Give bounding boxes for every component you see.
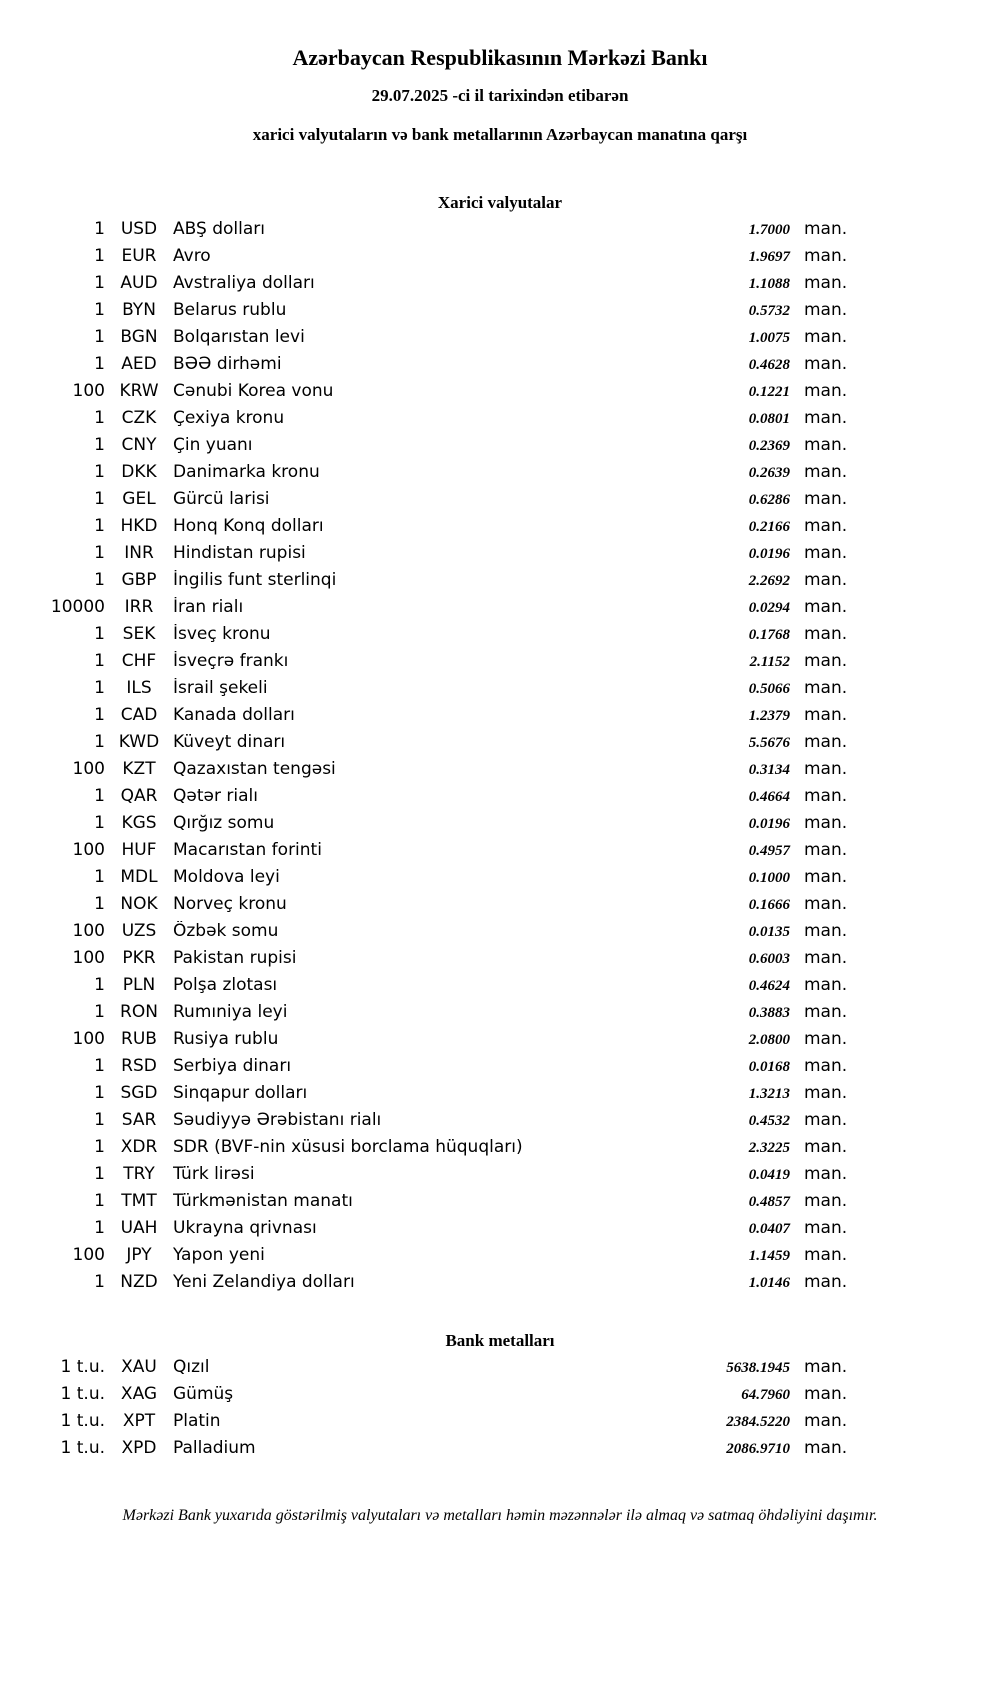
currency-code: NZD [120, 1272, 158, 1292]
currency-rate: 0.2369 [748, 438, 790, 454]
currency-quantity: 100 [72, 381, 105, 401]
currency-code: UAH [120, 1218, 158, 1238]
currency-rate: 1.1459 [748, 1248, 790, 1264]
currency-rate: 2.1152 [749, 654, 790, 670]
currency-row [0, 219, 862, 246]
currency-rate: 0.3134 [748, 762, 790, 778]
currency-unit: man. [804, 543, 848, 563]
currency-quantity: 1 [94, 300, 105, 320]
currency-unit: man. [804, 273, 848, 293]
currency-code: XDR [120, 1137, 158, 1157]
currency-row [0, 975, 862, 1002]
currency-name: ABŞ dolları [173, 219, 265, 239]
currencies-table [0, 219, 862, 1299]
currency-row [0, 840, 862, 867]
currency-unit: man. [804, 381, 848, 401]
currency-name: Özbək somu [173, 921, 279, 941]
currency-rate: 0.1768 [748, 627, 790, 643]
currency-code: BGN [120, 327, 158, 347]
currency-rate: 0.0407 [748, 1221, 790, 1237]
currency-quantity: 1 [94, 651, 105, 671]
currency-unit: man. [804, 705, 848, 725]
currency-rate: 1.2379 [748, 708, 790, 724]
currency-rate: 0.2166 [748, 519, 790, 535]
currency-code: EUR [121, 246, 157, 266]
currency-code: IRR [124, 597, 154, 617]
currency-unit: man. [804, 219, 848, 239]
currency-quantity: 1 [94, 786, 105, 806]
metal-name: Gümüş [173, 1384, 234, 1404]
currency-rate: 0.4628 [748, 357, 790, 373]
currency-rate: 1.3213 [748, 1086, 790, 1102]
currency-name: Gürcü larisi [173, 489, 270, 509]
currency-row [0, 651, 862, 678]
currency-quantity: 1 [94, 570, 105, 590]
currency-unit: man. [804, 1191, 848, 1211]
currency-unit: man. [804, 786, 848, 806]
currency-quantity: 100 [72, 1245, 105, 1265]
currency-row [0, 543, 862, 570]
currency-unit: man. [804, 354, 848, 374]
currency-name: Çexiya kronu [173, 408, 285, 428]
currency-unit: man. [804, 1029, 848, 1049]
currency-row [0, 1002, 862, 1029]
currency-rate: 1.9697 [748, 249, 790, 265]
currency-name: Bolqarıstan levi [173, 327, 305, 347]
currency-code: KGS [121, 813, 157, 833]
currency-name: Yapon yeni [173, 1245, 265, 1265]
currency-name: İran rialı [173, 597, 244, 617]
currency-code: RSD [121, 1056, 157, 1076]
currency-name: Avro [173, 246, 211, 266]
currency-quantity: 1 [94, 408, 105, 428]
currency-rate: 0.6003 [748, 951, 790, 967]
currency-name: SDR (BVF-nin xüsusi borclama hüquqları) [173, 1137, 523, 1157]
currencies-section-title: Xarici valyutalar [437, 193, 563, 212]
currency-name: İsrail şekeli [173, 678, 268, 698]
currency-code: KRW [119, 381, 159, 401]
currency-unit: man. [804, 624, 848, 644]
currency-unit: man. [804, 1002, 848, 1022]
currency-code: GEL [122, 489, 156, 509]
currency-unit: man. [804, 1272, 848, 1292]
currency-name: İsveç kronu [173, 624, 271, 644]
currency-code: INR [124, 543, 154, 563]
currency-code: NOK [120, 894, 158, 914]
currency-rate: 0.5732 [748, 303, 790, 319]
metal-code: XPT [122, 1411, 156, 1431]
currency-unit: man. [804, 1110, 848, 1130]
currency-unit: man. [804, 597, 848, 617]
currency-rate: 0.1221 [748, 384, 790, 400]
currency-name: Qazaxıstan tengəsi [173, 759, 336, 779]
currency-unit: man. [804, 867, 848, 887]
currency-name: Belarus rublu [173, 300, 287, 320]
currency-quantity: 1 [94, 246, 105, 266]
currency-rate: 0.1000 [748, 870, 790, 886]
currency-unit: man. [804, 516, 848, 536]
metal-rate: 64.7960 [741, 1387, 790, 1403]
effective-date: 29.07.2025 -ci il tarixindən etibarən [371, 86, 629, 105]
currency-row [0, 705, 862, 732]
currency-quantity: 1 [94, 1191, 105, 1211]
currency-code: PLN [122, 975, 156, 995]
currency-quantity: 1 [94, 1218, 105, 1238]
metals-table [0, 1357, 862, 1465]
currency-quantity: 100 [72, 759, 105, 779]
metal-quantity: 1 t.u. [60, 1357, 105, 1377]
currency-row [0, 1218, 862, 1245]
currency-rate: 2.3225 [748, 1140, 790, 1156]
currency-row [0, 1137, 862, 1164]
currency-rate: 0.1666 [748, 897, 790, 913]
currency-name: Yeni Zelandiya dolları [173, 1272, 355, 1292]
currency-row [0, 1272, 862, 1299]
currency-code: SAR [121, 1110, 157, 1130]
obligation-disclaimer: Mərkəzi Bank yuxarıda göstərilmiş valyutaları və metalları həmin məzənnələr ilə almaq və satmaq öhdəliyini daşımır. [122, 1507, 878, 1524]
currency-quantity: 1 [94, 489, 105, 509]
currency-rate: 0.3883 [748, 1005, 790, 1021]
currency-unit: man. [804, 570, 848, 590]
metal-unit: man. [804, 1357, 848, 1377]
currency-row [0, 1029, 862, 1056]
currency-code: HKD [120, 516, 158, 536]
metal-code: XAG [120, 1384, 158, 1404]
currency-unit: man. [804, 894, 848, 914]
currency-code: RON [120, 1002, 158, 1022]
currency-rate: 1.0146 [748, 1275, 790, 1291]
currency-name: Danimarka kronu [173, 462, 320, 482]
currency-code: CHF [121, 651, 157, 671]
currency-rate: 0.0196 [748, 816, 790, 832]
currency-code: MDL [120, 867, 158, 887]
currency-unit: man. [804, 813, 848, 833]
currency-row [0, 732, 862, 759]
metal-quantity: 1 t.u. [60, 1411, 105, 1431]
currency-code: KWD [118, 732, 160, 752]
currency-code: QAR [120, 786, 158, 806]
currency-name: Qırğız somu [173, 813, 275, 833]
metal-rate: 2384.5220 [726, 1414, 790, 1430]
currency-name: Honq Konq dolları [173, 516, 324, 536]
metal-name: Palladium [173, 1438, 256, 1458]
currency-row [0, 624, 862, 651]
metal-quantity: 1 t.u. [60, 1438, 105, 1458]
currency-quantity: 1 [94, 516, 105, 536]
currency-quantity: 1 [94, 975, 105, 995]
currency-unit: man. [804, 651, 848, 671]
currency-name: Macarıstan forinti [173, 840, 322, 860]
currency-rate: 0.4664 [748, 789, 790, 805]
currency-name: Rusiya rublu [173, 1029, 279, 1049]
currency-quantity: 100 [72, 1029, 105, 1049]
currency-name: Səudiyyə Ərəbistanı rialı [173, 1110, 382, 1130]
currency-quantity: 1 [94, 1083, 105, 1103]
currency-rate: 0.0294 [748, 600, 790, 616]
metal-rate: 5638.1945 [726, 1360, 790, 1376]
currency-quantity: 1 [94, 705, 105, 725]
currency-row [0, 894, 862, 921]
currency-name: Moldova leyi [173, 867, 280, 887]
currency-rate: 1.1088 [748, 276, 790, 292]
currency-name: Türk lirəsi [173, 1164, 255, 1184]
currency-quantity: 1 [94, 894, 105, 914]
currency-quantity: 1 [94, 273, 105, 293]
currency-unit: man. [804, 327, 848, 347]
currency-name: Pakistan rupisi [173, 948, 297, 968]
currency-row [0, 408, 862, 435]
currency-code: SEK [122, 624, 156, 644]
currency-row [0, 1056, 862, 1083]
currency-rate: 2.2692 [748, 573, 790, 589]
metal-row [0, 1384, 862, 1411]
currency-rate: 0.0196 [748, 546, 790, 562]
currency-rate: 2.0800 [748, 1032, 790, 1048]
currency-row [0, 327, 862, 354]
currency-code: HUF [121, 840, 157, 860]
currency-unit: man. [804, 1056, 848, 1076]
currency-rate: 0.4957 [748, 843, 790, 859]
currency-row [0, 354, 862, 381]
currency-code: AUD [120, 273, 158, 293]
metal-row [0, 1357, 862, 1384]
metal-code: XPD [121, 1438, 157, 1458]
currency-row [0, 786, 862, 813]
currency-quantity: 1 [94, 1137, 105, 1157]
currency-quantity: 1 [94, 624, 105, 644]
currency-row [0, 1083, 862, 1110]
currency-quantity: 1 [94, 435, 105, 455]
currency-name: Rumıniya leyi [173, 1002, 288, 1022]
currency-quantity: 1 [94, 462, 105, 482]
currency-row [0, 1164, 862, 1191]
metal-rate: 2086.9710 [726, 1441, 790, 1457]
currency-code: PKR [122, 948, 156, 968]
currency-name: Qətər rialı [173, 786, 258, 806]
currency-name: Sinqapur dolları [173, 1083, 308, 1103]
currency-quantity: 1 [94, 732, 105, 752]
metal-name: Qızıl [173, 1357, 210, 1377]
currency-rate: 0.0801 [748, 411, 790, 427]
currency-code: KZT [122, 759, 156, 779]
currency-rate: 0.4532 [748, 1113, 790, 1129]
currency-code: TMT [121, 1191, 157, 1211]
currency-quantity: 1 [94, 1110, 105, 1130]
currency-name: Hindistan rupisi [173, 543, 306, 563]
currency-quantity: 1 [94, 1272, 105, 1292]
currency-quantity: 1 [94, 1056, 105, 1076]
currency-row [0, 813, 862, 840]
currency-quantity: 1 [94, 327, 105, 347]
currency-row [0, 759, 862, 786]
currency-name: Çin yuanı [173, 435, 253, 455]
currency-quantity: 100 [72, 921, 105, 941]
currency-name: Küveyt dinarı [173, 732, 286, 752]
currency-row [0, 1245, 862, 1272]
currency-rate: 0.0168 [748, 1059, 790, 1075]
currency-row [0, 921, 862, 948]
currency-code: TRY [123, 1164, 155, 1184]
metal-row [0, 1411, 862, 1438]
currency-code: USD [120, 219, 158, 239]
currency-code: CNY [121, 435, 157, 455]
currency-rate: 5.5676 [748, 735, 790, 751]
currency-name: Polşa zlotası [173, 975, 278, 995]
currency-code: RUB [121, 1029, 157, 1049]
currency-unit: man. [804, 1218, 848, 1238]
currency-unit: man. [804, 489, 848, 509]
currency-unit: man. [804, 1164, 848, 1184]
currency-row [0, 1110, 862, 1137]
currency-unit: man. [804, 759, 848, 779]
currency-unit: man. [804, 435, 848, 455]
currency-rate: 0.4624 [748, 978, 790, 994]
currency-code: JPY [126, 1245, 152, 1265]
currency-rate: 1.7000 [748, 222, 790, 238]
currency-name: Kanada dolları [173, 705, 295, 725]
currency-row [0, 516, 862, 543]
currency-quantity: 1 [94, 678, 105, 698]
currency-row [0, 273, 862, 300]
currency-rate: 1.0075 [748, 330, 790, 346]
currency-unit: man. [804, 921, 848, 941]
currency-unit: man. [804, 732, 848, 752]
currency-code: CZK [121, 408, 157, 428]
currency-row [0, 246, 862, 273]
currency-code: SGD [120, 1083, 158, 1103]
currency-row [0, 597, 862, 624]
currency-row [0, 867, 862, 894]
currency-name: Ukrayna qrivnası [173, 1218, 317, 1238]
currency-row [0, 435, 862, 462]
currency-unit: man. [804, 948, 848, 968]
metals-section-title: Bank metalları [445, 1331, 555, 1350]
currency-unit: man. [804, 1245, 848, 1265]
currency-quantity: 1 [94, 1164, 105, 1184]
currency-quantity: 1 [94, 219, 105, 239]
currency-name: Norveç kronu [173, 894, 287, 914]
metal-code: XAU [121, 1357, 157, 1377]
currency-code: BYN [122, 300, 156, 320]
currency-quantity: 1 [94, 813, 105, 833]
currency-quantity: 100 [72, 840, 105, 860]
currency-name: Avstraliya dolları [173, 273, 315, 293]
currency-row [0, 381, 862, 408]
currency-name: Türkmənistan manatı [173, 1191, 353, 1211]
currency-rate: 0.2639 [748, 465, 790, 481]
currency-row [0, 678, 862, 705]
currency-code: UZS [121, 921, 157, 941]
currency-rate: 0.0135 [748, 924, 790, 940]
currency-code: GBP [121, 570, 157, 590]
currency-rate: 0.6286 [748, 492, 790, 508]
currency-quantity: 100 [72, 948, 105, 968]
currency-code: AED [121, 354, 157, 374]
currency-row [0, 1191, 862, 1218]
currency-unit: man. [804, 300, 848, 320]
currency-name: Serbiya dinarı [173, 1056, 292, 1076]
currency-code: ILS [126, 678, 152, 698]
currency-name: İngilis funt sterlinqi [173, 570, 337, 590]
currency-unit: man. [804, 462, 848, 482]
currency-unit: man. [804, 408, 848, 428]
currency-rate: 0.5066 [748, 681, 790, 697]
currency-row [0, 489, 862, 516]
currency-quantity: 1 [94, 543, 105, 563]
currency-code: DKK [121, 462, 157, 482]
currency-unit: man. [804, 840, 848, 860]
currency-quantity: 1 [94, 354, 105, 374]
currency-unit: man. [804, 975, 848, 995]
metal-quantity: 1 t.u. [60, 1384, 105, 1404]
currency-row [0, 462, 862, 489]
currency-name: Cənubi Korea vonu [173, 381, 334, 401]
currency-name: İsveçrə frankı [173, 651, 289, 671]
currency-name: BƏƏ dirhəmi [173, 354, 282, 374]
metal-row [0, 1438, 862, 1465]
metal-unit: man. [804, 1438, 848, 1458]
metal-name: Platin [173, 1411, 221, 1431]
currency-unit: man. [804, 1083, 848, 1103]
currency-unit: man. [804, 678, 848, 698]
metal-unit: man. [804, 1384, 848, 1404]
page-title: Azərbaycan Respublikasının Mərkəzi Bankı [292, 45, 708, 70]
currency-unit: man. [804, 1137, 848, 1157]
currency-row [0, 948, 862, 975]
currency-quantity: 10000 [50, 597, 105, 617]
currency-quantity: 1 [94, 1002, 105, 1022]
currency-unit: man. [804, 246, 848, 266]
currency-row [0, 570, 862, 597]
currency-rate: 0.0419 [748, 1167, 790, 1183]
page-subtitle: xarici valyutaların və bank metallarının Azərbaycan manatına qarşı [252, 125, 748, 144]
metal-unit: man. [804, 1411, 848, 1431]
currency-rate: 0.4857 [748, 1194, 790, 1210]
currency-code: CAD [120, 705, 158, 725]
currency-row [0, 300, 862, 327]
currency-quantity: 1 [94, 867, 105, 887]
